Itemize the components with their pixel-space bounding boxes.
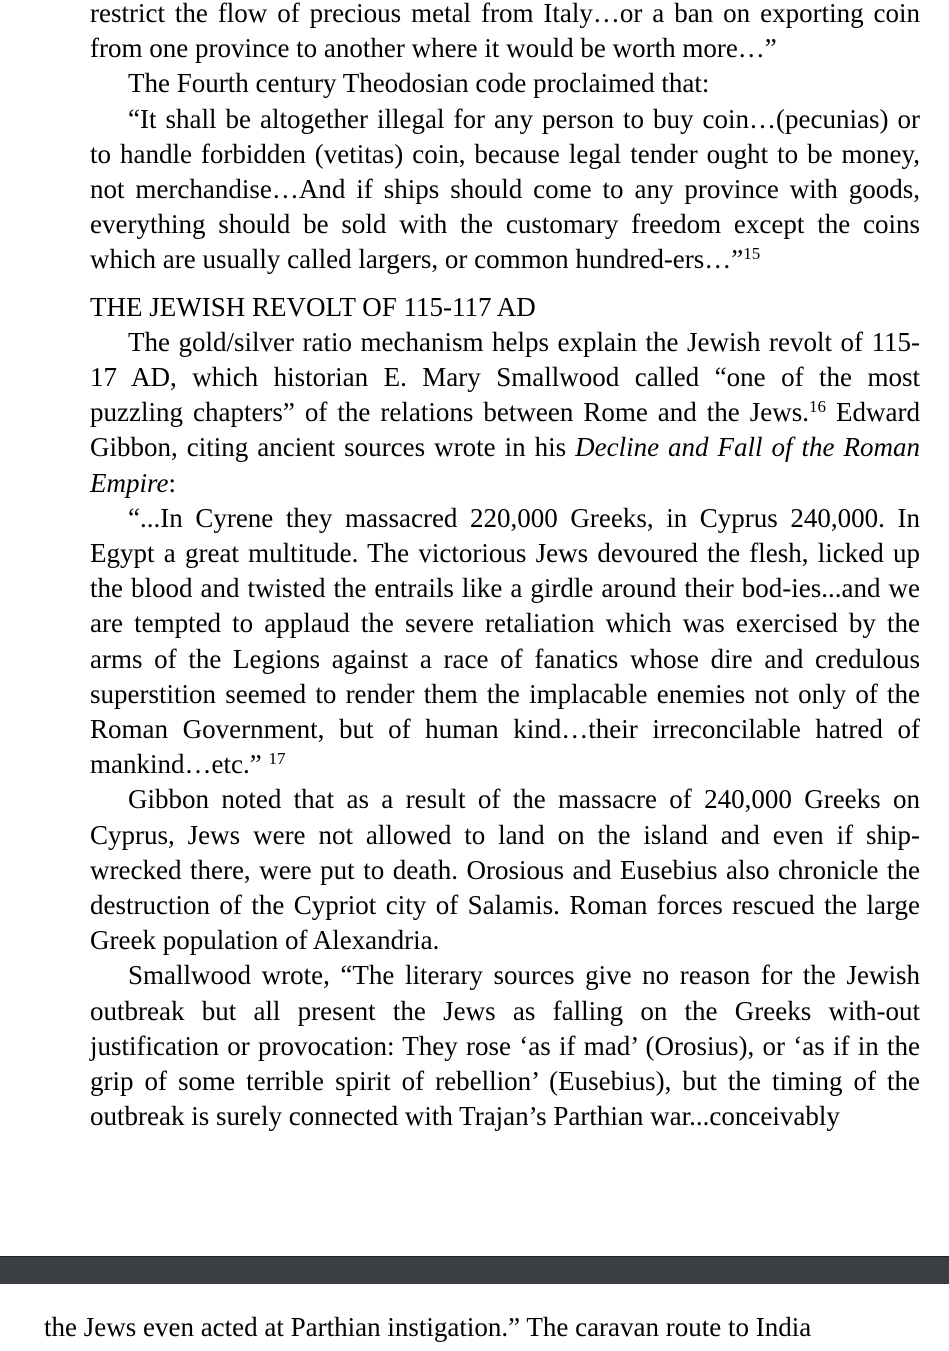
paragraph-4 — [90, 325, 920, 501]
paragraph-7: Smallwood wrote, “The literary sources give no reason for the Jewish outbreak but all present the Jews as falling on the Greeks with-out justification or provocation: They rose ‘as if mad’ (Orosius), or ‘as if in the grip of some terrible spirit of rebellion’ (Eusebius), but the timing of the outbreak is surely connected with Trajan’s Parthian war...conceivably — [90, 960, 920, 1132]
footnote-ref-16: 16 — [809, 397, 827, 417]
paragraph-2 — [90, 66, 920, 101]
page-separator-bar — [0, 1256, 949, 1285]
paragraph-4-text-c: : — [168, 467, 176, 498]
paragraph-5-text: “...In Cyrene they massacred 220,000 Greeks, in Cyprus 240,000. In Egypt a great multitude. The victorious Jews devoured the flesh, licked up the blood and twisted the entrails like a girdle around their bod-ies...and we are tempted to applaud the severe retaliation which was exercised by the arms of the Legions against a race of fanatics whose dire and credulous superstition seemed to render them the implacable enemies not only of the Roman Government, but of human kind…their irreconcilable hatred of mankind…etc.” — [90, 502, 920, 780]
paragraph-4-text-a: The gold/silver ratio mechanism helps explain the Jewish revolt of 115-17 AD, which historian E. Mary Smallwood called “one of the most puzzling chapters” of the relations between Rome and the Jews. — [90, 326, 920, 428]
paragraph-1-text: restrict the flow of precious metal from Italy…or a ban on exporting coin from one province to another where it would be worth more…” — [90, 0, 920, 64]
paragraph-5 — [90, 501, 920, 783]
page-edge — [945, 0, 949, 1256]
paragraph-4-text-b: Edward Gibbon, citing ancient sources wrote in his — [90, 397, 920, 463]
paragraph-3 — [90, 102, 920, 278]
body-text — [90, 0, 920, 1135]
footnote-ref-17: 17 — [268, 749, 286, 769]
footnote-ref-15: 15 — [743, 244, 761, 264]
book-title: Decline and Fall of the Roman Empire — [90, 432, 920, 498]
paragraph-2-text: The Fourth century Theodosian code proclaimed that: — [128, 68, 710, 99]
paragraph-1 — [90, 0, 920, 66]
section-heading: THE JEWISH REVOLT OF 115-117 AD — [90, 291, 536, 322]
next-page-first-line: the Jews even acted at Parthian instigation.” The caravan route to India — [44, 1312, 812, 1342]
paragraph-6: Gibbon noted that as a result of the massacre of 240,000 Greeks on Cyprus, Jews were not allowed to land on the island and even if ship-wrecked there, were put to death. Orosious and Eusebius also chronicle the destruction of the Cypriot city of Salamis. Roman forces rescued the large Greek population of Alexandria. — [90, 784, 920, 956]
paragraph-3-text: “It shall be altogether illegal for any person to buy coin…(pecunias) or to handle forbidden (vetitas) coin, because legal tender ought to be money, not merchandise…And if ships should come to any province with goods, everything should be sold with the customary freedom except the coins which are usually called largers, or common hundred-ers…” — [90, 103, 920, 275]
